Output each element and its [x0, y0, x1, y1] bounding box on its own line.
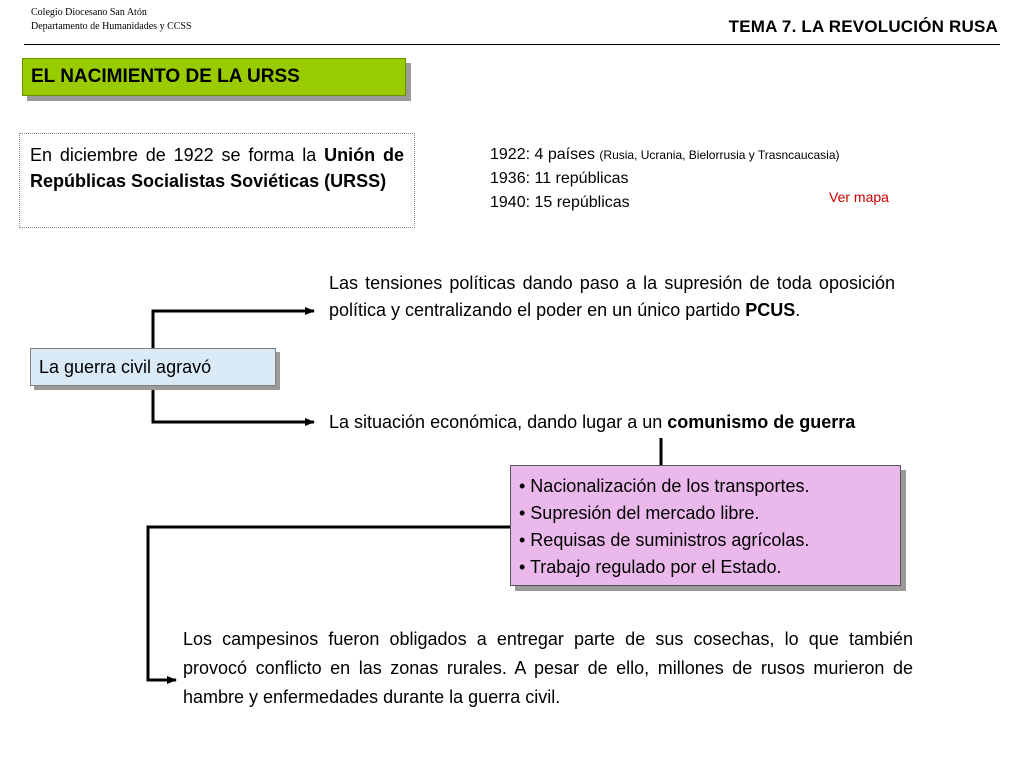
year-text: 1922: 4 países — [490, 146, 595, 163]
peasants-text: Los campesinos fueron obligados a entregar parte de sus cosechas, lo que también provocó conflicto en las zonas rurales. A pesar de ello, millones de rusos murieron de hambre y enfermedades durante la guerra civil. — [183, 629, 913, 707]
see-map-link[interactable]: Ver mapa — [829, 189, 889, 205]
political-tension-text — [329, 270, 895, 324]
measure-item: • Nacionalización de los transportes. — [519, 476, 810, 496]
tension-text: Las tensiones políticas dando paso a la supresión de toda oposición política y centralizando el poder en un único partido — [329, 273, 895, 320]
economy-text: La situación económica, dando lugar a un — [329, 412, 668, 432]
year-note: (Rusia, Ucrania, Bielorrusia y Trasncaucasia) — [599, 148, 840, 162]
measure-item: • Trabajo regulado por el Estado. — [519, 557, 782, 577]
war-communism-measures-box — [510, 465, 901, 586]
year-text: 1936: 11 repúblicas — [490, 170, 629, 187]
economic-situation-text — [329, 409, 855, 436]
civil-war-box: La guerra civil agravó — [30, 348, 276, 386]
department-name: Departamento de Humanidades y CCSS — [31, 21, 192, 32]
measure-item: • Supresión del mercado libre. — [519, 503, 760, 523]
school-name: Colegio Diocesano San Atón — [31, 7, 147, 18]
tension-bold: PCUS — [745, 300, 796, 320]
measure-item: • Requisas de suministros agrícolas. — [519, 530, 810, 550]
year-text: 1940: 15 repúblicas — [490, 194, 630, 211]
intro-text: En diciembre de 1922 se forma la — [30, 145, 325, 165]
arrow-to-economy — [153, 386, 314, 422]
arrow-to-tension — [153, 311, 314, 348]
tension-end: . — [795, 300, 801, 320]
intro-bold-text: Unión de Repúblicas Socialistas Soviéticas (URSS) — [30, 145, 404, 191]
economy-bold: comunismo de guerra — [667, 412, 856, 432]
topic-title: TEMA 7. LA REVOLUCIÓN RUSA — [728, 17, 998, 36]
slide-title: EL NACIMIENTO DE LA URSS — [22, 58, 406, 96]
